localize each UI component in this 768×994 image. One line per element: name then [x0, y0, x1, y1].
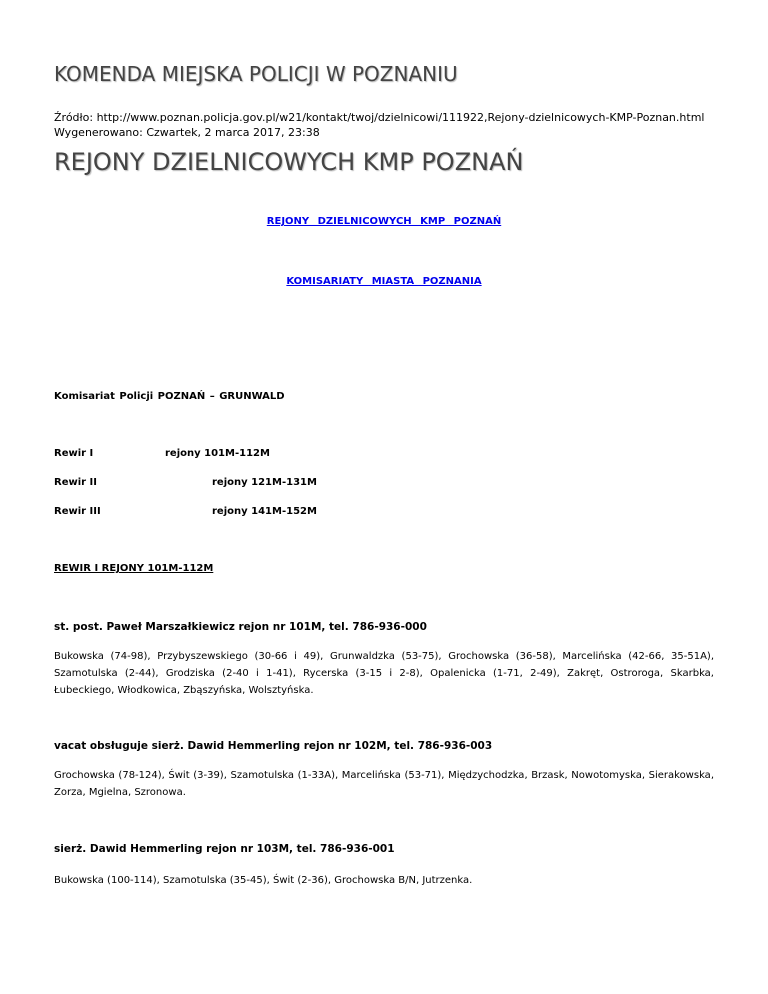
- officer-line: sierż. Dawid Hemmerling rejon nr 103M, tel. 786-936-001: [54, 843, 395, 855]
- streets-paragraph: Bukowska (100-114), Szamotulska (35-45), Świt (2-36), Grochowska B/N, Jutrzenka.: [54, 875, 473, 886]
- link-rejony-dzielnicowych[interactable]: REJONY DZIELNICOWYCH KMP POZNAŃ: [266, 216, 502, 227]
- officer-line: vacat obsługuje sierż. Dawid Hemmerling rejon nr 102M, tel. 786-936-003: [54, 740, 493, 752]
- rewir-range: rejony 121M-131M: [212, 477, 317, 488]
- rewir-range: rejony 141M-152M: [212, 506, 317, 517]
- streets-paragraph: Bukowska (74-98), Przybyszewskiego (30-66 i 49), Grunwaldzka (53-75), Grochowska (36-58), Marcelińska (42-66, 35-51A), Szamotulska (2-44), Grodziska (2-40 i 1-41), Rycerska (3-15 i 2-8), Opalenicka (1-71, 2-49), Zakręt, Ostroroga, Skarbka, Łubeckiego, Włodkowica, Zbąszyńska, Wolsztyńska.: [54, 651, 714, 696]
- rewir-range: rejony 101M-112M: [165, 448, 270, 459]
- org-title: KOMENDA MIEJSKA POLICJI W POZNANIU: [54, 62, 458, 86]
- rewir-name: Rewir I: [54, 448, 94, 459]
- rewir-name: Rewir III: [54, 506, 101, 517]
- station-name: Komisariat Policji POZNAŃ – GRUNWALD: [54, 391, 285, 402]
- section-heading: REWIR I REJONY 101M-112M: [54, 563, 214, 574]
- document-title: REJONY DZIELNICOWYCH KMP POZNAŃ: [54, 148, 524, 176]
- generated-line: Wygenerowano: Czwartek, 2 marca 2017, 23:38: [54, 126, 320, 139]
- officer-line: st. post. Paweł Marszałkiewicz rejon nr 101M, tel. 786-936-000: [54, 621, 427, 633]
- streets-paragraph: Grochowska (78-124), Świt (3-39), Szamotulska (1-33A), Marcelińska (53-71), Międzychodzka, Brzask, Nowotomyska, Sierakowska, Zorza, Mgielna, Szronowa.: [54, 770, 714, 798]
- rewir-name: Rewir II: [54, 477, 98, 488]
- source-line: Źródło: http://www.poznan.policja.gov.pl/w21/kontakt/twoj/dzielnicowi/111922,Rejony-dzielnicowych-KMP-Poznan.html: [54, 111, 705, 124]
- link-komisariaty-miasta[interactable]: KOMISARIATY MIASTA POZNANIA: [286, 276, 482, 287]
